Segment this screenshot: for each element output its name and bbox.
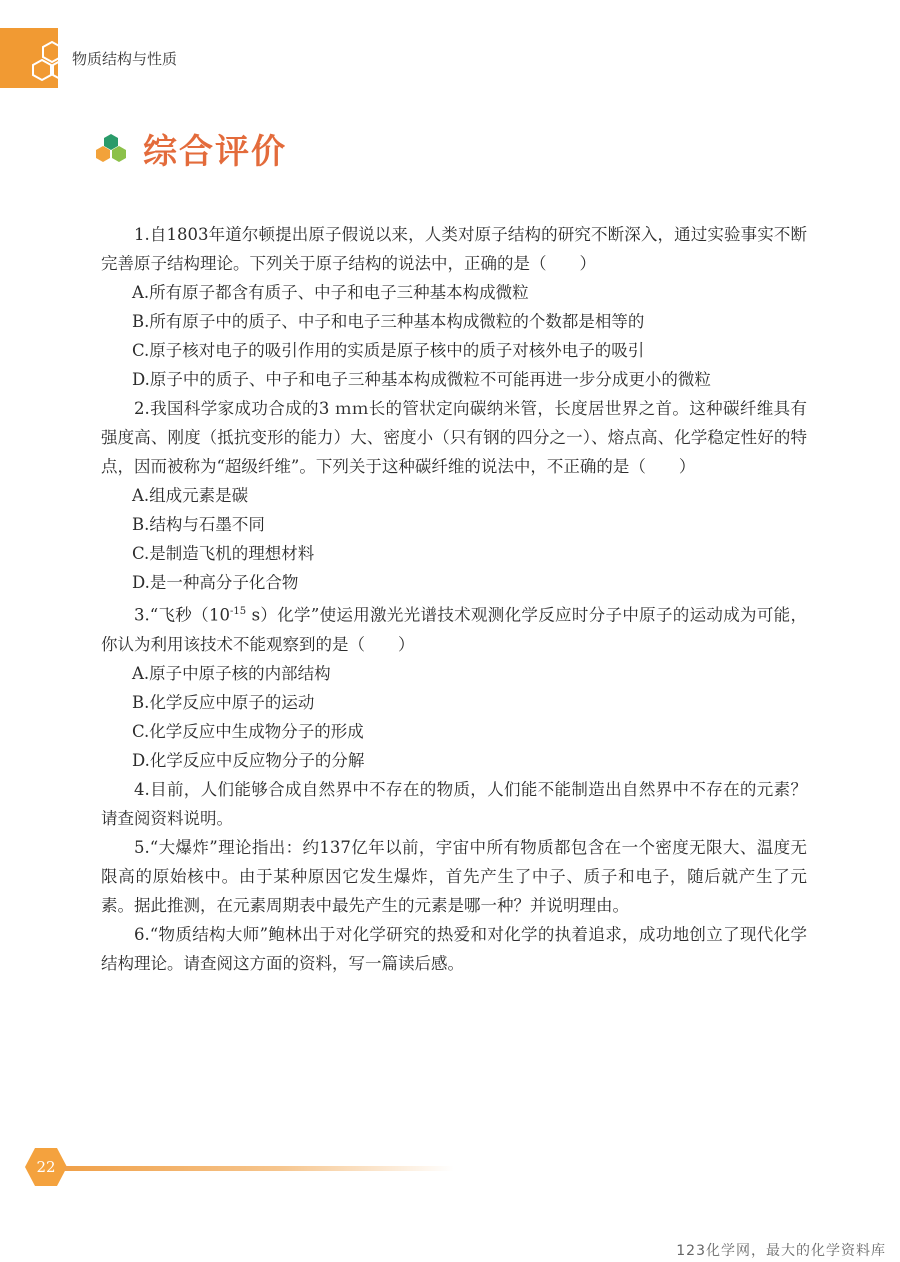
question-2-option-c: C.是制造飞机的理想材料 [132, 544, 315, 563]
page-number: 22 [36, 1158, 56, 1176]
question-3-option-b: B.化学反应中原子的运动 [132, 692, 315, 712]
question-3-stem-suffix: s）化学”使运用激光光谱技术观测化学反应时分子中原子的运动成为可能，你认为利用该技术不能观察到的是（ ） [101, 605, 807, 654]
question-1-option-c: C.原子核对电子的吸引作用的实质是原子核中的质子对核外电子的吸引 [132, 341, 645, 360]
question-3-option-c: C.化学反应中生成物分子的形成 [132, 721, 364, 741]
question-3-option-a: A.原子中原子核的内部结构 [132, 663, 331, 683]
question-1-option-b: B.所有原子中的质子、中子和电子三种基本构成微粒的个数都是相等的 [132, 312, 645, 331]
book-title: 物质结构与性质 [72, 50, 178, 68]
question-1-option-a: A.所有原子都含有质子、中子和电子三种基本构成微粒 [132, 283, 529, 302]
question-list [101, 220, 807, 978]
watermark-text: 123化学网，最大的化学资料库 [676, 1243, 886, 1259]
question-3 [101, 597, 807, 659]
question-5: 5.“大爆炸”理论指出：约137亿年以前，宇宙中所有物质都包含在一个密度无限大、温度无限高的原始核中。由于某种原因它发生爆炸，首先产生了中子、质子和电子，随后就产生了元素。据此推测，在元素周期表中最先产生的元素是哪一种？并说明理由。 [101, 837, 807, 915]
question-2-option-b: B.结构与石墨不同 [132, 515, 265, 534]
section-hexagon-icon [94, 133, 128, 163]
footer-divider [64, 1166, 454, 1171]
section-title: 综合评价 [143, 132, 287, 172]
question-1-option-d: D.原子中的质子、中子和电子三种基本构成微粒不可能再进一步分成更小的微粒 [132, 370, 711, 389]
question-4: 4.目前，人们能够合成自然界中不存在的物质，人们能不能制造出自然界中不存在的元素？请查阅资料说明。 [101, 779, 807, 828]
question-2: 2.我国科学家成功合成的3 ｍｍ长的管状定向碳纳米管，长度居世界之首。这种碳纤维具有强度高、刚度（抵抗变形的能力）大、密度小（只有钢的四分之一）、熔点高、化学稳定性好的特点，因而被称为“超级纤维”。下列关于这种碳纤维的说法中，不正确的是（ ） [101, 399, 807, 476]
question-6: 6.“物质结构大师”鲍林出于对化学研究的热爱和对化学的执着追求，成功地创立了现代化学结构理论。请查阅这方面的资料，写一篇读后感。 [101, 924, 807, 973]
question-2-option-d: D.是一种高分子化合物 [132, 573, 299, 592]
question-1: 1.自1803年道尔顿提出原子假说以来，人类对原子结构的研究不断深入，通过实验事实不断完善原子结构理论。下列关于原子结构的说法中，正确的是（ ） [101, 225, 807, 273]
question-3-stem-prefix: 3.“飞秒（10 [134, 605, 230, 625]
question-3-exponent: -15 [229, 606, 247, 617]
question-3-option-d: D.化学反应中反应物分子的分解 [132, 750, 365, 770]
hexagon-cluster-icon [30, 40, 74, 84]
question-2-option-a: A.组成元素是碳 [132, 486, 249, 505]
